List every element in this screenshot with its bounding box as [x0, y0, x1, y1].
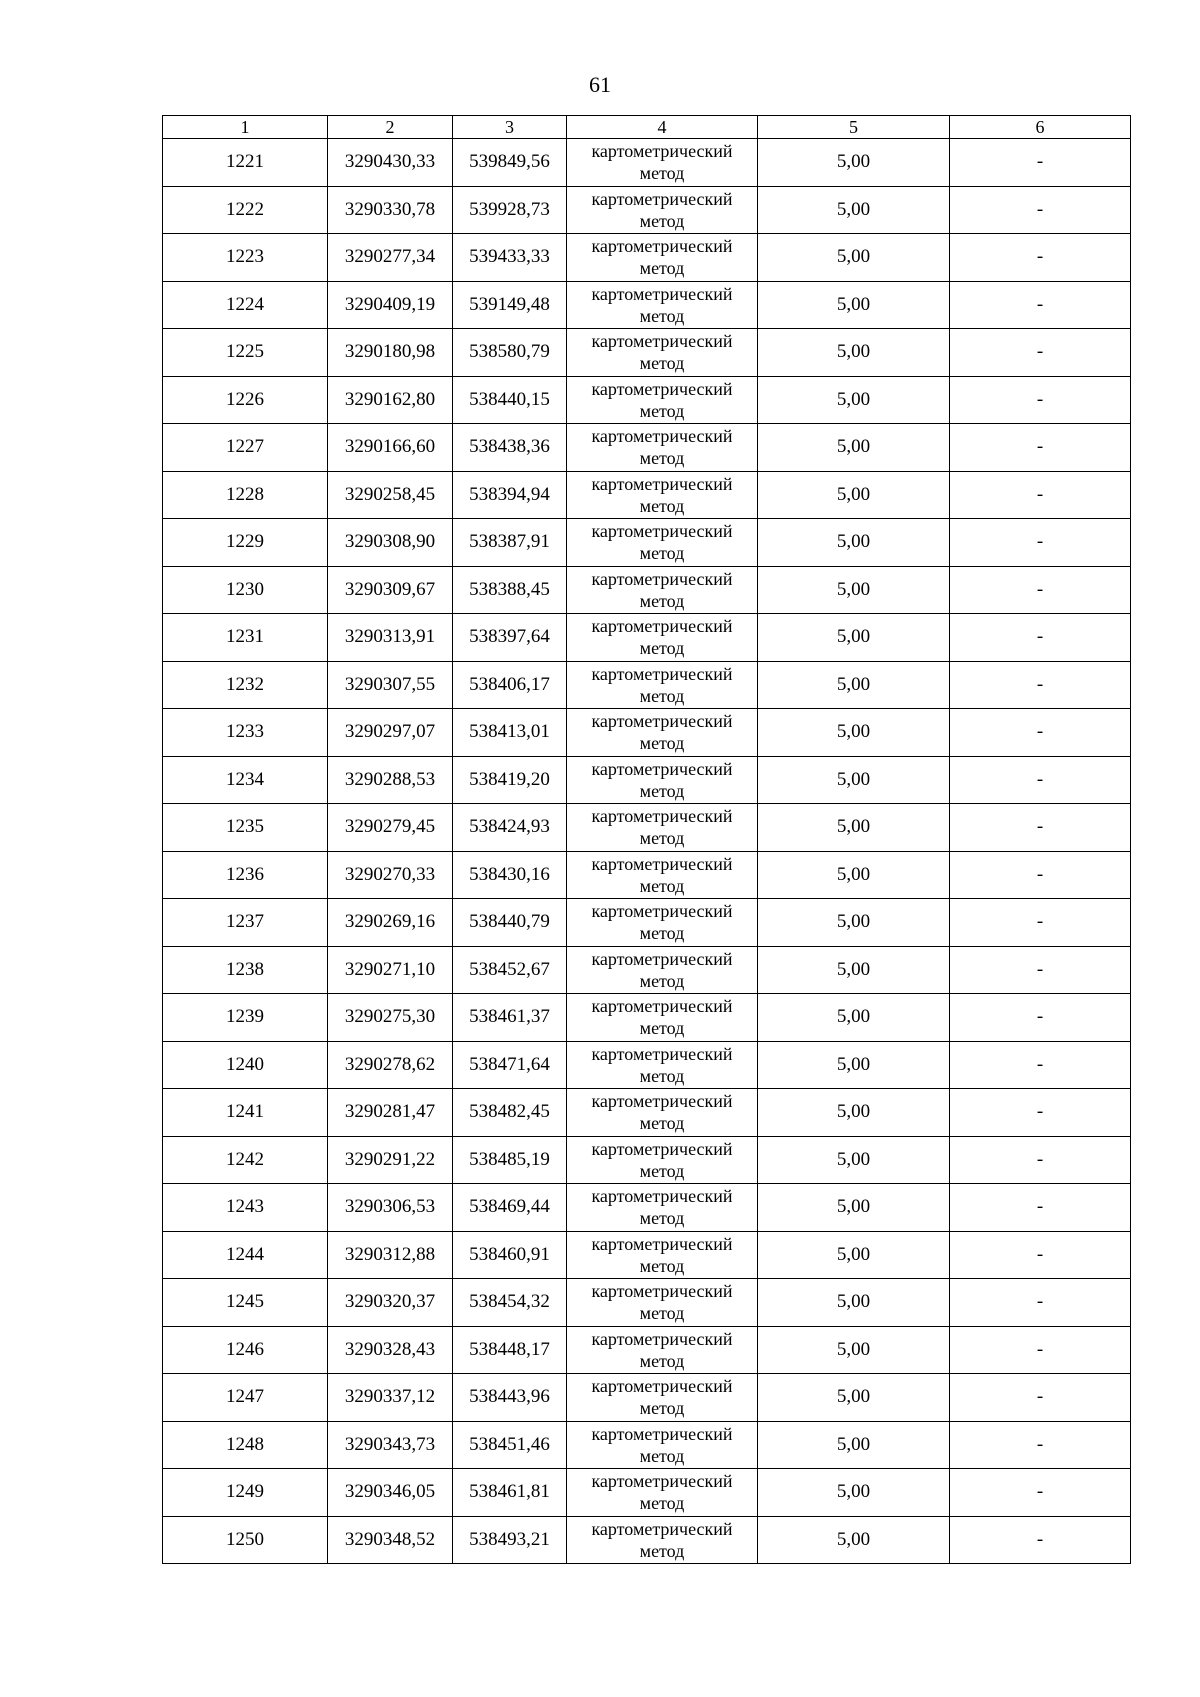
note-cell: - [950, 756, 1131, 804]
method-line-1: картометрический [591, 1138, 733, 1159]
method-cell [567, 946, 758, 994]
table-row [163, 1089, 1131, 1137]
point-number-cell: 1247 [163, 1374, 328, 1422]
table-row [163, 519, 1131, 567]
note-cell: - [950, 471, 1131, 519]
method-line-1: картометрический [591, 426, 733, 447]
table-row [163, 1516, 1131, 1564]
point-number-cell: 1243 [163, 1184, 328, 1232]
table-row [163, 234, 1131, 282]
y-coordinate-cell: 538452,67 [453, 946, 567, 994]
method-line-2: метод [639, 258, 685, 279]
accuracy-cell: 5,00 [758, 1326, 950, 1374]
note-cell: - [950, 851, 1131, 899]
point-number-cell: 1242 [163, 1136, 328, 1184]
method-line-1: картометрический [591, 616, 733, 637]
y-coordinate-cell: 539849,56 [453, 139, 567, 187]
x-coordinate-cell: 3290308,90 [328, 519, 453, 567]
header-cell-3: 3 [453, 116, 567, 139]
x-coordinate-cell: 3290313,91 [328, 614, 453, 662]
x-coordinate-cell: 3290275,30 [328, 994, 453, 1042]
method-line-1: картометрический [591, 1233, 733, 1254]
table-row [163, 994, 1131, 1042]
y-coordinate-cell: 538419,20 [453, 756, 567, 804]
accuracy-cell: 5,00 [758, 756, 950, 804]
method-cell [567, 756, 758, 804]
method-cell [567, 139, 758, 187]
note-cell: - [950, 186, 1131, 234]
y-coordinate-cell: 538394,94 [453, 471, 567, 519]
method-cell [567, 1184, 758, 1232]
method-cell [567, 281, 758, 329]
coordinates-table [162, 115, 1131, 1564]
x-coordinate-cell: 3290330,78 [328, 186, 453, 234]
method-line-2: метод [639, 1113, 685, 1134]
method-cell [567, 1374, 758, 1422]
method-cell [567, 471, 758, 519]
point-number-cell: 1225 [163, 329, 328, 377]
x-coordinate-cell: 3290312,88 [328, 1231, 453, 1279]
table-row [163, 329, 1131, 377]
note-cell: - [950, 1469, 1131, 1517]
accuracy-cell: 5,00 [758, 1469, 950, 1517]
method-cell [567, 1231, 758, 1279]
point-number-cell: 1241 [163, 1089, 328, 1137]
header-cell-4: 4 [567, 116, 758, 139]
method-line-2: метод [639, 923, 685, 944]
point-number-cell: 1232 [163, 661, 328, 709]
y-coordinate-cell: 538493,21 [453, 1516, 567, 1564]
method-line-1: картометрический [591, 1518, 733, 1539]
accuracy-cell: 5,00 [758, 614, 950, 662]
table-row [163, 1469, 1131, 1517]
accuracy-cell: 5,00 [758, 424, 950, 472]
note-cell: - [950, 139, 1131, 187]
x-coordinate-cell: 3290180,98 [328, 329, 453, 377]
table-row [163, 139, 1131, 187]
note-cell: - [950, 519, 1131, 567]
point-number-cell: 1223 [163, 234, 328, 282]
table-row [163, 566, 1131, 614]
point-number-cell: 1249 [163, 1469, 328, 1517]
note-cell: - [950, 709, 1131, 757]
accuracy-cell: 5,00 [758, 471, 950, 519]
method-line-1: картометрический [591, 1091, 733, 1112]
point-number-cell: 1231 [163, 614, 328, 662]
note-cell: - [950, 1231, 1131, 1279]
method-cell [567, 614, 758, 662]
note-cell: - [950, 1421, 1131, 1469]
accuracy-cell: 5,00 [758, 281, 950, 329]
x-coordinate-cell: 3290346,05 [328, 1469, 453, 1517]
y-coordinate-cell: 538580,79 [453, 329, 567, 377]
point-number-cell: 1235 [163, 804, 328, 852]
method-line-2: метод [639, 780, 685, 801]
y-coordinate-cell: 538461,37 [453, 994, 567, 1042]
y-coordinate-cell: 538485,19 [453, 1136, 567, 1184]
y-coordinate-cell: 538454,32 [453, 1279, 567, 1327]
point-number-cell: 1250 [163, 1516, 328, 1564]
point-number-cell: 1245 [163, 1279, 328, 1327]
method-line-2: метод [639, 163, 685, 184]
method-line-1: картометрический [591, 283, 733, 304]
method-cell [567, 1516, 758, 1564]
table-row [163, 1374, 1131, 1422]
method-line-2: метод [639, 685, 685, 706]
note-cell: - [950, 376, 1131, 424]
note-cell: - [950, 804, 1131, 852]
method-cell [567, 566, 758, 614]
point-number-cell: 1248 [163, 1421, 328, 1469]
point-number-cell: 1224 [163, 281, 328, 329]
table-row [163, 186, 1131, 234]
x-coordinate-cell: 3290279,45 [328, 804, 453, 852]
header-cell-2: 2 [328, 116, 453, 139]
x-coordinate-cell: 3290409,19 [328, 281, 453, 329]
accuracy-cell: 5,00 [758, 519, 950, 567]
method-line-1: картометрический [591, 1423, 733, 1444]
table-row [163, 424, 1131, 472]
table-row [163, 281, 1131, 329]
method-line-1: картометрический [591, 758, 733, 779]
x-coordinate-cell: 3290166,60 [328, 424, 453, 472]
y-coordinate-cell: 538387,91 [453, 519, 567, 567]
table-row [163, 946, 1131, 994]
method-line-2: метод [639, 495, 685, 516]
note-cell: - [950, 234, 1131, 282]
point-number-cell: 1236 [163, 851, 328, 899]
accuracy-cell: 5,00 [758, 566, 950, 614]
x-coordinate-cell: 3290271,10 [328, 946, 453, 994]
method-cell [567, 1469, 758, 1517]
point-number-cell: 1240 [163, 1041, 328, 1089]
method-line-2: метод [639, 733, 685, 754]
table-row [163, 851, 1131, 899]
method-line-2: метод [639, 1208, 685, 1229]
y-coordinate-cell: 538440,79 [453, 899, 567, 947]
method-line-1: картометрический [591, 568, 733, 589]
accuracy-cell: 5,00 [758, 804, 950, 852]
method-cell [567, 804, 758, 852]
method-line-2: метод [639, 400, 685, 421]
method-line-2: метод [639, 1350, 685, 1371]
accuracy-cell: 5,00 [758, 1041, 950, 1089]
y-coordinate-cell: 539433,33 [453, 234, 567, 282]
method-line-2: метод [639, 1065, 685, 1086]
method-cell [567, 1089, 758, 1137]
table-row [163, 661, 1131, 709]
point-number-cell: 1226 [163, 376, 328, 424]
table-row [163, 804, 1131, 852]
x-coordinate-cell: 3290430,33 [328, 139, 453, 187]
accuracy-cell: 5,00 [758, 709, 950, 757]
table-row [163, 899, 1131, 947]
table-header [163, 116, 1131, 139]
y-coordinate-cell: 539928,73 [453, 186, 567, 234]
method-line-2: метод [639, 1493, 685, 1514]
accuracy-cell: 5,00 [758, 1184, 950, 1232]
accuracy-cell: 5,00 [758, 899, 950, 947]
method-line-1: картометрический [591, 853, 733, 874]
accuracy-cell: 5,00 [758, 994, 950, 1042]
note-cell: - [950, 994, 1131, 1042]
accuracy-cell: 5,00 [758, 946, 950, 994]
method-line-1: картометрический [591, 1376, 733, 1397]
method-line-2: метод [639, 543, 685, 564]
note-cell: - [950, 1516, 1131, 1564]
note-cell: - [950, 1041, 1131, 1089]
method-cell [567, 424, 758, 472]
x-coordinate-cell: 3290306,53 [328, 1184, 453, 1232]
y-coordinate-cell: 538438,36 [453, 424, 567, 472]
accuracy-cell: 5,00 [758, 1089, 950, 1137]
method-line-1: картометрический [591, 1043, 733, 1064]
table-row [163, 1421, 1131, 1469]
accuracy-cell: 5,00 [758, 661, 950, 709]
point-number-cell: 1239 [163, 994, 328, 1042]
y-coordinate-cell: 538482,45 [453, 1089, 567, 1137]
method-cell [567, 1279, 758, 1327]
method-line-2: метод [639, 1303, 685, 1324]
method-line-1: картометрический [591, 188, 733, 209]
table-row [163, 614, 1131, 662]
table-row [163, 1041, 1131, 1089]
accuracy-cell: 5,00 [758, 234, 950, 282]
note-cell: - [950, 1089, 1131, 1137]
accuracy-cell: 5,00 [758, 376, 950, 424]
method-line-1: картометрический [591, 901, 733, 922]
method-cell [567, 661, 758, 709]
note-cell: - [950, 281, 1131, 329]
method-cell [567, 1136, 758, 1184]
accuracy-cell: 5,00 [758, 1279, 950, 1327]
method-line-1: картометрический [591, 1471, 733, 1492]
y-coordinate-cell: 538448,17 [453, 1326, 567, 1374]
x-coordinate-cell: 3290291,22 [328, 1136, 453, 1184]
y-coordinate-cell: 538413,01 [453, 709, 567, 757]
method-line-2: метод [639, 590, 685, 611]
method-line-2: метод [639, 638, 685, 659]
point-number-cell: 1234 [163, 756, 328, 804]
method-cell [567, 1421, 758, 1469]
point-number-cell: 1233 [163, 709, 328, 757]
table-row [163, 471, 1131, 519]
y-coordinate-cell: 538461,81 [453, 1469, 567, 1517]
x-coordinate-cell: 3290278,62 [328, 1041, 453, 1089]
method-line-1: картометрический [591, 331, 733, 352]
method-cell [567, 899, 758, 947]
accuracy-cell: 5,00 [758, 186, 950, 234]
point-number-cell: 1238 [163, 946, 328, 994]
accuracy-cell: 5,00 [758, 1374, 950, 1422]
method-line-1: картометрический [591, 663, 733, 684]
method-line-2: метод [639, 1255, 685, 1276]
method-line-2: метод [639, 1398, 685, 1419]
method-cell [567, 186, 758, 234]
header-cell-1: 1 [163, 116, 328, 139]
method-cell [567, 709, 758, 757]
x-coordinate-cell: 3290328,43 [328, 1326, 453, 1374]
x-coordinate-cell: 3290288,53 [328, 756, 453, 804]
table-body [163, 139, 1131, 1564]
note-cell: - [950, 614, 1131, 662]
method-line-2: метод [639, 448, 685, 469]
method-line-2: метод [639, 305, 685, 326]
y-coordinate-cell: 538397,64 [453, 614, 567, 662]
method-cell [567, 519, 758, 567]
header-cell-5: 5 [758, 116, 950, 139]
y-coordinate-cell: 538451,46 [453, 1421, 567, 1469]
header-row [163, 116, 1131, 139]
point-number-cell: 1222 [163, 186, 328, 234]
table-row [163, 376, 1131, 424]
x-coordinate-cell: 3290277,34 [328, 234, 453, 282]
method-line-1: картометрический [591, 236, 733, 257]
method-cell [567, 1326, 758, 1374]
note-cell: - [950, 1136, 1131, 1184]
x-coordinate-cell: 3290343,73 [328, 1421, 453, 1469]
x-coordinate-cell: 3290162,80 [328, 376, 453, 424]
y-coordinate-cell: 539149,48 [453, 281, 567, 329]
x-coordinate-cell: 3290337,12 [328, 1374, 453, 1422]
method-line-1: картометрический [591, 378, 733, 399]
point-number-cell: 1229 [163, 519, 328, 567]
method-line-1: картометрический [591, 473, 733, 494]
note-cell: - [950, 661, 1131, 709]
note-cell: - [950, 1184, 1131, 1232]
method-line-2: метод [639, 970, 685, 991]
x-coordinate-cell: 3290307,55 [328, 661, 453, 709]
header-cell-6: 6 [950, 116, 1131, 139]
y-coordinate-cell: 538440,15 [453, 376, 567, 424]
method-line-2: метод [639, 828, 685, 849]
x-coordinate-cell: 3290309,67 [328, 566, 453, 614]
point-number-cell: 1230 [163, 566, 328, 614]
note-cell: - [950, 566, 1131, 614]
x-coordinate-cell: 3290297,07 [328, 709, 453, 757]
point-number-cell: 1237 [163, 899, 328, 947]
note-cell: - [950, 329, 1131, 377]
accuracy-cell: 5,00 [758, 1136, 950, 1184]
method-line-1: картометрический [591, 1281, 733, 1302]
table-row [163, 1231, 1131, 1279]
y-coordinate-cell: 538469,44 [453, 1184, 567, 1232]
y-coordinate-cell: 538388,45 [453, 566, 567, 614]
method-cell [567, 234, 758, 282]
point-number-cell: 1246 [163, 1326, 328, 1374]
note-cell: - [950, 1374, 1131, 1422]
method-line-2: метод [639, 210, 685, 231]
x-coordinate-cell: 3290270,33 [328, 851, 453, 899]
method-line-2: метод [639, 875, 685, 896]
method-cell [567, 994, 758, 1042]
table-row [163, 1279, 1131, 1327]
table-row [163, 1184, 1131, 1232]
y-coordinate-cell: 538406,17 [453, 661, 567, 709]
note-cell: - [950, 1279, 1131, 1327]
accuracy-cell: 5,00 [758, 1421, 950, 1469]
accuracy-cell: 5,00 [758, 1231, 950, 1279]
y-coordinate-cell: 538471,64 [453, 1041, 567, 1089]
method-line-2: метод [639, 1018, 685, 1039]
point-number-cell: 1221 [163, 139, 328, 187]
x-coordinate-cell: 3290258,45 [328, 471, 453, 519]
method-cell [567, 376, 758, 424]
accuracy-cell: 5,00 [758, 851, 950, 899]
note-cell: - [950, 1326, 1131, 1374]
method-line-1: картометрический [591, 996, 733, 1017]
method-line-1: картометрический [591, 711, 733, 732]
accuracy-cell: 5,00 [758, 1516, 950, 1564]
method-line-2: метод [639, 353, 685, 374]
method-line-1: картометрический [591, 1186, 733, 1207]
method-line-1: картометрический [591, 1328, 733, 1349]
table-row [163, 1136, 1131, 1184]
method-line-1: картометрический [591, 521, 733, 542]
method-cell [567, 851, 758, 899]
method-line-2: метод [639, 1445, 685, 1466]
x-coordinate-cell: 3290269,16 [328, 899, 453, 947]
y-coordinate-cell: 538430,16 [453, 851, 567, 899]
point-number-cell: 1227 [163, 424, 328, 472]
method-cell [567, 329, 758, 377]
x-coordinate-cell: 3290281,47 [328, 1089, 453, 1137]
y-coordinate-cell: 538460,91 [453, 1231, 567, 1279]
method-line-2: метод [639, 1160, 685, 1181]
page-number: 61 [589, 72, 611, 97]
table-row [163, 709, 1131, 757]
point-number-cell: 1228 [163, 471, 328, 519]
accuracy-cell: 5,00 [758, 139, 950, 187]
y-coordinate-cell: 538443,96 [453, 1374, 567, 1422]
accuracy-cell: 5,00 [758, 329, 950, 377]
table-row [163, 1326, 1131, 1374]
x-coordinate-cell: 3290320,37 [328, 1279, 453, 1327]
method-line-1: картометрический [591, 948, 733, 969]
point-number-cell: 1244 [163, 1231, 328, 1279]
method-line-1: картометрический [591, 806, 733, 827]
note-cell: - [950, 424, 1131, 472]
note-cell: - [950, 946, 1131, 994]
table-row [163, 756, 1131, 804]
method-line-2: метод [639, 1540, 685, 1561]
method-line-1: картометрический [591, 141, 733, 162]
method-cell [567, 1041, 758, 1089]
y-coordinate-cell: 538424,93 [453, 804, 567, 852]
x-coordinate-cell: 3290348,52 [328, 1516, 453, 1564]
note-cell: - [950, 899, 1131, 947]
